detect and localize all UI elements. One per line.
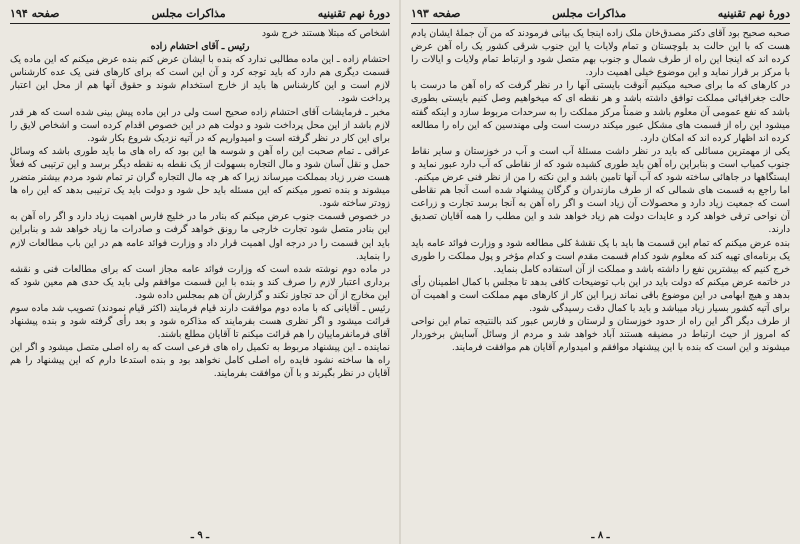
left-paragraph: در ماده دوم نوشته شده است که وزارت فوائد عامه مجاز است که برای مطالعات فنی و نقشه برداری اعتبار لازم را صرف کند و بنده با این قسمت موافقم ولی باید یک حدی هم معین شود که این مخارج از آن حد تجاوز نکند و گزارش آن هم بمجلس داده شود. bbox=[10, 263, 390, 301]
left-speaker-line: رئیس ـ آقای احتشام زاده bbox=[150, 41, 250, 53]
right-paragraph: اما راجع به قسمت های شمالی که از طرف مازندران و گرگان پیشنهاد شده است آنجا هم نقاطی است که جمعیت زیاد دارد و محصولات آن زیاد است و اگر راه آهن به آنجا برسد تجارت و زراعت آن نواحی ترقی خواهد کرد و عایدات دولت هم زیاد خواهد شد و این مطلب را همه آقایان تصدیق دارند. bbox=[411, 185, 790, 236]
right-volume: دورهٔ نهم تقنینیه bbox=[717, 7, 790, 20]
right-paragraph: یکی از مهمترین مسائلی که باید در نظر داشت مسئلهٔ آب است و آب در خوزستان و سایر نقاط جنوب کمیاب است و بنابراین راه آهن باید طوری کشیده شود که از نقاطی که آب دارد عبور نماید و ایستگاهها در جاهائی ساخته شود که آب آنها تامین باشد و این نکته را من از نظر فنی عرض میکنم. bbox=[411, 145, 790, 184]
right-paragraph: بنده عرض میکنم که تمام این قسمت ها باید با یک نقشهٔ کلی مطالعه شود و وزارت فوائد عامه باید یک برنامه‌ای تهیه کند که معلوم شود کدام قسمت مقدم است و کدام مؤخر و پول مملکت را طوری خرج کنیم که بیشترین نفع را داشته باشد و مملکت از آن استفاده کامل بنماید. bbox=[411, 237, 790, 275]
right-page-body bbox=[411, 27, 790, 527]
right-paragraph: در کارهای که ما برای صحبه میکنیم آنوقت بایستی آنها را در نظر گرفت که راه آهن ما درست با حالت جغرافیائی مملکت توافق داشته باشد و هر نقطه ای که میخواهیم وصل کنیم بایستی بطوری باشد که نفع عمومی آن معلوم باشد و ضمناً مرکز مملکت را به سرحدات مربوط سازد و اینکه گفته میشود این راه از قسمت های مشکل عبور میکند درست است ولی مهندسین که این راه را مطالعه کرده اند اظهار کرده اند که امکان دارد. bbox=[411, 80, 790, 144]
right-page-footer: ـ ۸ ـ bbox=[591, 530, 610, 541]
right-page-header bbox=[411, 6, 790, 24]
left-page-footer: ـ ۹ ـ bbox=[190, 530, 210, 541]
right-paragraph: صحبه صحیح بود آقای دکتر مصدق‌خان ملک زاده اینجا یک بیانی فرمودند که من آن جملهٔ ایشان یادم هست که با این حالت بد بلوچستان و تمام ولایات یا این جنوب شرقی کشور یک راه آهن عرض کرده اند که اینجا این راه از طرف شمال و جنوب بهم متصل شود و ارتباط تمام ولایات و ایالات را با مرکز بر قرار نماید و این موضوع خیلی اهمیت دارد. bbox=[411, 28, 790, 79]
right-page-label: صفحه ۱۹۳ bbox=[411, 7, 461, 20]
left-paragraph: عراقی ـ تمام صحبت این راه آهن و شوسه ها این بود که راه های ما باید طوری باشد که وسائل حمل و نقل آسان شود و مال التجاره بسهولت از یک نقطه به نقطه دیگر برسد و این ترتیبی که فعلاً هست ضرر زیاد بمملکت میرساند زیرا که هر چه مال التجاره گران تر تمام شود مردم بیشتر متضرر میشوند و بنده تصور میکنم که این مسئله باید حل شود و دولت باید یک ترتیبی بدهد که این راه ها زودتر ساخته شود. bbox=[10, 145, 390, 210]
right-page bbox=[400, 0, 800, 544]
left-page-header bbox=[10, 6, 390, 24]
left-paragraph: نماینده ـ این پیشنهاد مربوط به تکمیل راه های فرعی است که به راه اصلی متصل میشود و اگر این راه ها ساخته نشود فایده راه اصلی کامل نخواهد بود و بنده استدعا دارم که این پیشنهاد را هم آقایان در نظر بگیرند و با آن موافقت بفرمایند. bbox=[10, 342, 390, 380]
left-paragraph: احتشام زاده ـ این ماده مطالبی ندارد که بنده با ایشان عرض کنم بنده عرض میکنم که این ماده یک قسمت دیگری هم دارد که باید توجه کرد و آن این است که برای کارهای فنی یک عده کارشناس لازم است و این کارشناس ها باید از خارج استخدام شوند و حقوق آنها هم از محل این اعتبار پرداخت شود. bbox=[10, 54, 390, 105]
right-paragraph: از طرف دیگر اگر این راه از حدود خوزستان و لرستان و فارس عبور کند بالنتیجه تمام این نواحی که امروز از حیث ارتباط در مضیقه هستند آباد خواهد شد و مردم از وسائل آسایش برخوردار میشوند و این است که بنده با این پیشنهاد موافقم و امیدوارم آقایان هم موافقت فرمایند. bbox=[411, 316, 790, 354]
left-paragraph: اشخاص که مبتلا هستند خرج شود bbox=[261, 28, 390, 39]
left-page-body bbox=[10, 27, 390, 527]
book-spine bbox=[399, 0, 401, 544]
left-paragraph: مخبر ـ فرمایشات آقای احتشام زاده صحیح است ولی در این ماده پیش بینی شده است که هر قدر لازم باشد از این محل پرداخت شود و دولت هم در این خصوص اقدام کرده است و اشخاص لایق را برای این کار در نظر گرفته است و امیدواریم که در آتیه نزدیک شروع بکار شود. bbox=[10, 106, 390, 144]
left-paragraph: رئیس ـ آقایانی که با ماده دوم موافقت دارند قیام فرمایند (اکثر قیام نمودند) تصویب شد ماده سوم قرائت میشود و اگر نظری هست بفرمایند که مذاکره شود و بعد رأی گرفته شود و بنده پیشنهاد آقای فرمانفرماییان را هم قرائت میکنم تا آقایان مطلع باشند. bbox=[10, 302, 390, 341]
left-paragraph: در خصوص قسمت جنوب عرض میکنم که بنادر ما در خلیج فارس اهمیت زیاد دارد و اگر راه آهن به این بنادر متصل شود تجارت خارجی ما رونق خواهد گرفت و صادرات ما زیاد خواهد شد و بنابراین باید این قسمت را در درجه اول اهمیت قرار داد و وزارت فوائد عامه هم در این باب مطالعات لازم را بنماید. bbox=[10, 211, 390, 262]
left-title: مذاکرات مجلس bbox=[151, 7, 226, 20]
right-paragraph: در خاتمه عرض میکنم که دولت باید در این باب توضیحات کافی بدهد تا مجلس با کمال اطمینان رأی بدهد و هیچ ابهامی در این موضوع باقی نماند زیرا این کار از کارهای مهم مملکت است و اهمیت آن برای آتیه کشور بسیار زیاد میباشد و باید با کمال دقت رسیدگی شود. bbox=[411, 276, 790, 314]
right-title: مذاکرات مجلس bbox=[552, 7, 627, 20]
left-page-label: صفحه ۱۹۴ bbox=[10, 7, 60, 20]
left-volume: دورهٔ نهم تقنینیه bbox=[317, 7, 390, 20]
